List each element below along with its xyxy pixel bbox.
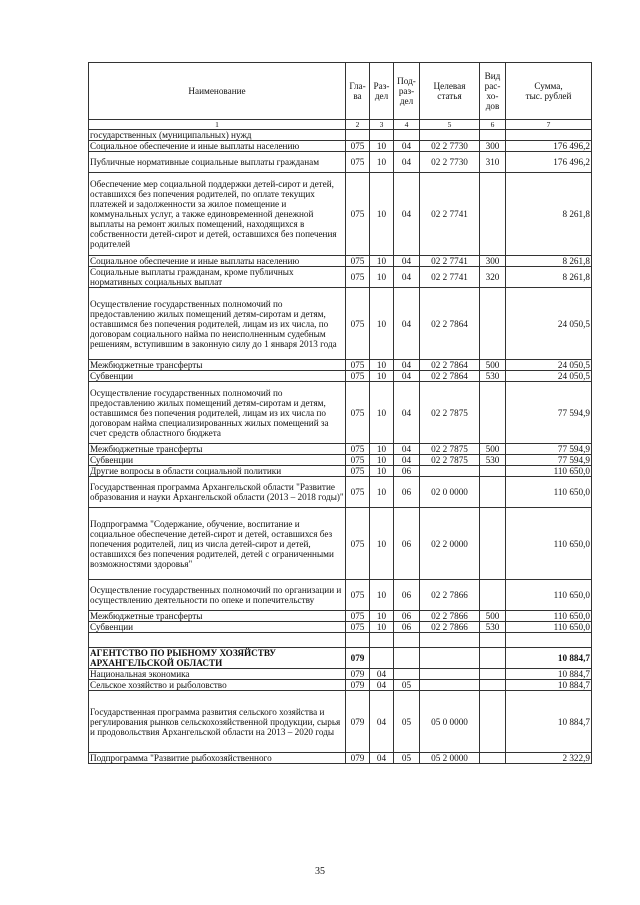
row-razdel: 10 [370,508,394,580]
row-summa: 24 050,5 [506,360,592,371]
row-glava: 075 [346,444,370,455]
row-name: Другие вопросы в области социальной политики [89,466,346,477]
table-body-gap [89,633,592,669]
row-razdel: 10 [370,455,394,466]
column-number: 3 [370,120,394,130]
table-row [89,382,592,444]
row-vid [480,382,506,444]
row-name: Социальные выплаты гражданам, кроме публичных нормативных социальных выплат [89,267,346,288]
row-vid: 500 [480,444,506,455]
table-header [89,63,592,120]
row-glava: 075 [346,508,370,580]
row-name: Национальная экономика [89,669,346,680]
row-glava: 079 [346,680,370,691]
table-row [89,669,592,680]
row-podrazdel: 04 [394,371,420,382]
row-statya: 02 2 7864 [420,360,480,371]
page-number: 35 [315,866,325,877]
row-name: Межбюджетные трансферты [89,611,346,622]
row-razdel: 10 [370,152,394,173]
row-summa: 110 650,0 [506,508,592,580]
row-podrazdel: 05 [394,691,420,753]
row-glava: 075 [346,256,370,267]
header-summa: Сумма, тыс. рублей [506,63,592,120]
row-summa: 77 594,9 [506,444,592,455]
row-razdel [370,130,394,141]
row-glava: 075 [346,371,370,382]
row-podrazdel: 04 [394,455,420,466]
row-vid: 530 [480,622,506,633]
table-row [89,444,592,455]
row-name: Субвенции [89,622,346,633]
row-name: Осуществление государственных полномочий по организации и осуществлению деятельности по опеке и попечительству [89,580,346,611]
row-razdel: 10 [370,141,394,152]
row-razdel: 10 [370,371,394,382]
table-body-fishery [89,669,592,764]
header-vid: Вид рас- хо- дов [480,63,506,120]
table-row [89,152,592,173]
row-razdel: 10 [370,173,394,256]
row-summa: 77 594,9 [506,382,592,444]
row-vid: 500 [480,611,506,622]
row-vid: 530 [480,455,506,466]
row-podrazdel: 06 [394,622,420,633]
header-statya: Целевая статья [420,63,480,120]
row-statya: 02 2 7730 [420,141,480,152]
row-glava: 075 [346,580,370,611]
row-glava: 075 [346,477,370,508]
row-name: Социальное обеспечение и иные выплаты населению [89,141,346,152]
row-statya: 02 2 7875 [420,444,480,455]
row-vid [480,130,506,141]
row-vid: 500 [480,360,506,371]
row-statya: 02 2 7730 [420,152,480,173]
header-razdel: Раз- дел [370,63,394,120]
row-glava: 075 [346,141,370,152]
column-number: 2 [346,120,370,130]
row-name: Осуществление государственных полномочий по предоставлению жилых помещений детям-сиротам и детям, оставшимся без попечения родителей, лицам из их числа по договорам найма специализированных жилых помещений за счет средств областного бюджета [89,382,346,444]
row-razdel: 04 [370,680,394,691]
table-row [89,611,592,622]
agency-row [89,648,592,669]
row-podrazdel: 05 [394,680,420,691]
row-podrazdel: 06 [394,580,420,611]
column-number: 4 [394,120,420,130]
row-statya: 02 2 0000 [420,508,480,580]
table-row [89,371,592,382]
agency-glava: 079 [346,648,370,669]
row-vid [480,288,506,360]
row-name: Государственная программа развития сельского хозяйства и регулирования рынков сельскохозяйственной продукции, сырья и продовольствия Архангельской области на 2013 – 2020 годы [89,691,346,753]
row-vid [480,669,506,680]
row-name: Подпрограмма "Развитие рыбохозяйственного [89,753,346,764]
row-summa: 10 884,7 [506,680,592,691]
row-podrazdel: 04 [394,173,420,256]
row-podrazdel: 06 [394,611,420,622]
table-body-social [89,130,592,633]
row-statya: 02 2 7864 [420,288,480,360]
row-vid: 300 [480,141,506,152]
row-glava: 075 [346,288,370,360]
row-statya: 02 2 7866 [420,580,480,611]
row-glava: 075 [346,152,370,173]
row-name: Подпрограмма "Содержание, обучение, воспитание и социальное обеспечение детей-сирот и детей, оставшихся без попечения родителей, лиц из числа детей-сирот и детей, оставшихся без попечения родителей, детей с ограниченными возможностями здоровья" [89,508,346,580]
row-razdel: 10 [370,466,394,477]
row-summa: 110 650,0 [506,622,592,633]
row-summa: 8 261,8 [506,173,592,256]
row-summa: 110 650,0 [506,580,592,611]
row-statya: 02 2 7875 [420,455,480,466]
column-number-row [89,120,592,130]
row-glava: 075 [346,622,370,633]
row-name: Публичные нормативные социальные выплаты гражданам [89,152,346,173]
row-razdel: 10 [370,580,394,611]
table-row [89,680,592,691]
row-vid [480,753,506,764]
row-statya: 02 2 7741 [420,267,480,288]
row-vid: 300 [480,256,506,267]
table-row [89,691,592,753]
row-glava: 075 [346,173,370,256]
row-podrazdel: 04 [394,288,420,360]
header-glava: Гла- ва [346,63,370,120]
row-summa: 110 650,0 [506,477,592,508]
row-summa: 24 050,5 [506,288,592,360]
column-number: 7 [506,120,592,130]
row-vid: 310 [480,152,506,173]
row-glava: 075 [346,382,370,444]
table-row [89,141,592,152]
table-row [89,130,592,141]
row-podrazdel: 06 [394,508,420,580]
row-podrazdel: 04 [394,267,420,288]
row-summa: 24 050,5 [506,371,592,382]
row-summa: 8 261,8 [506,256,592,267]
row-name: Сельское хозяйство и рыболовство [89,680,346,691]
row-statya: 02 0 0000 [420,477,480,508]
table-row [89,455,592,466]
row-podrazdel: 06 [394,477,420,508]
row-razdel: 10 [370,382,394,444]
row-vid [480,680,506,691]
row-glava: 075 [346,455,370,466]
row-podrazdel [394,130,420,141]
row-podrazdel [394,669,420,680]
spacer-row [89,633,592,648]
table-row [89,466,592,477]
row-vid [480,477,506,508]
table-row [89,753,592,764]
row-statya [420,466,480,477]
row-statya: 02 2 7875 [420,382,480,444]
row-name: Субвенции [89,455,346,466]
row-statya: 02 2 7741 [420,256,480,267]
row-name: Межбюджетные трансферты [89,360,346,371]
row-vid [480,173,506,256]
table-row [89,477,592,508]
row-podrazdel: 04 [394,444,420,455]
row-summa: 176 496,2 [506,141,592,152]
row-razdel: 10 [370,477,394,508]
row-name: Осуществление государственных полномочий по предоставлению жилых помещений детям-сиротам и детям, оставшимся без попечения родителей, лицам из их числа, по договорам социального найма по неисполненным судебным решениям, вступившим в законную силу до 1 января 2013 года [89,288,346,360]
row-podrazdel: 06 [394,466,420,477]
budget-table [88,62,592,764]
row-vid: 530 [480,371,506,382]
row-podrazdel: 05 [394,753,420,764]
row-vid: 320 [480,267,506,288]
header-name: Наименование [89,63,346,120]
row-vid [480,508,506,580]
row-razdel: 10 [370,622,394,633]
row-summa: 110 650,0 [506,466,592,477]
row-razdel: 10 [370,360,394,371]
row-statya: 05 0 0000 [420,691,480,753]
row-statya [420,130,480,141]
row-glava: 075 [346,466,370,477]
row-summa: 8 261,8 [506,267,592,288]
row-glava [346,130,370,141]
column-number: 1 [89,120,346,130]
table-row [89,288,592,360]
row-name: Межбюджетные трансферты [89,444,346,455]
row-glava: 079 [346,691,370,753]
row-glava: 075 [346,611,370,622]
row-razdel: 10 [370,444,394,455]
row-razdel: 10 [370,288,394,360]
row-statya: 02 2 7864 [420,371,480,382]
agency-summa: 10 884,7 [506,648,592,669]
row-name: Государственная программа Архангельской области "Развитие образования и науки Архангельской области (2013 – 2018 годы)" [89,477,346,508]
table-row [89,360,592,371]
row-summa: 10 884,7 [506,691,592,753]
row-summa: 2 322,9 [506,753,592,764]
header-podrazdel: Под- раз- дел [394,63,420,120]
row-podrazdel: 04 [394,152,420,173]
row-name: государственных (муниципальных) нужд [89,130,346,141]
row-vid [480,580,506,611]
row-summa: 176 496,2 [506,152,592,173]
row-razdel: 04 [370,669,394,680]
row-podrazdel: 04 [394,382,420,444]
row-glava: 079 [346,753,370,764]
row-name: Субвенции [89,371,346,382]
row-podrazdel: 04 [394,256,420,267]
row-glava: 079 [346,669,370,680]
row-podrazdel: 04 [394,360,420,371]
row-name: Социальное обеспечение и иные выплаты населению [89,256,346,267]
table-row [89,256,592,267]
row-vid [480,466,506,477]
row-razdel: 04 [370,691,394,753]
column-number: 6 [480,120,506,130]
table-row [89,580,592,611]
row-summa: 110 650,0 [506,611,592,622]
row-vid [480,691,506,753]
row-razdel: 04 [370,753,394,764]
table-row [89,173,592,256]
column-number: 5 [420,120,480,130]
row-statya [420,680,480,691]
row-razdel: 10 [370,267,394,288]
row-glava: 075 [346,360,370,371]
row-glava: 075 [346,267,370,288]
row-statya: 05 2 0000 [420,753,480,764]
row-name: Обеспечение мер социальной поддержки детей-сирот и детей, оставшихся без попечения родителей, по оплате текущих платежей и задолженности за жилое помещение и коммунальных услуг, а также единовременной денежной выплаты на ремонт жилых помещений, находящихся в собственности детей-сирот и детей, оставшихся без попечения родителей [89,173,346,256]
table-row [89,267,592,288]
row-statya [420,669,480,680]
row-razdel: 10 [370,611,394,622]
row-summa: 10 884,7 [506,669,592,680]
row-summa: 77 594,9 [506,455,592,466]
row-statya: 02 2 7866 [420,622,480,633]
row-statya: 02 2 7741 [420,173,480,256]
row-statya: 02 2 7866 [420,611,480,622]
agency-name: АГЕНТСТВО ПО РЫБНОМУ ХОЗЯЙСТВУ АРХАНГЕЛЬСКОЙ ОБЛАСТИ [89,648,346,669]
row-podrazdel: 04 [394,141,420,152]
row-summa [506,130,592,141]
table-row [89,622,592,633]
row-razdel: 10 [370,256,394,267]
table-row [89,508,592,580]
